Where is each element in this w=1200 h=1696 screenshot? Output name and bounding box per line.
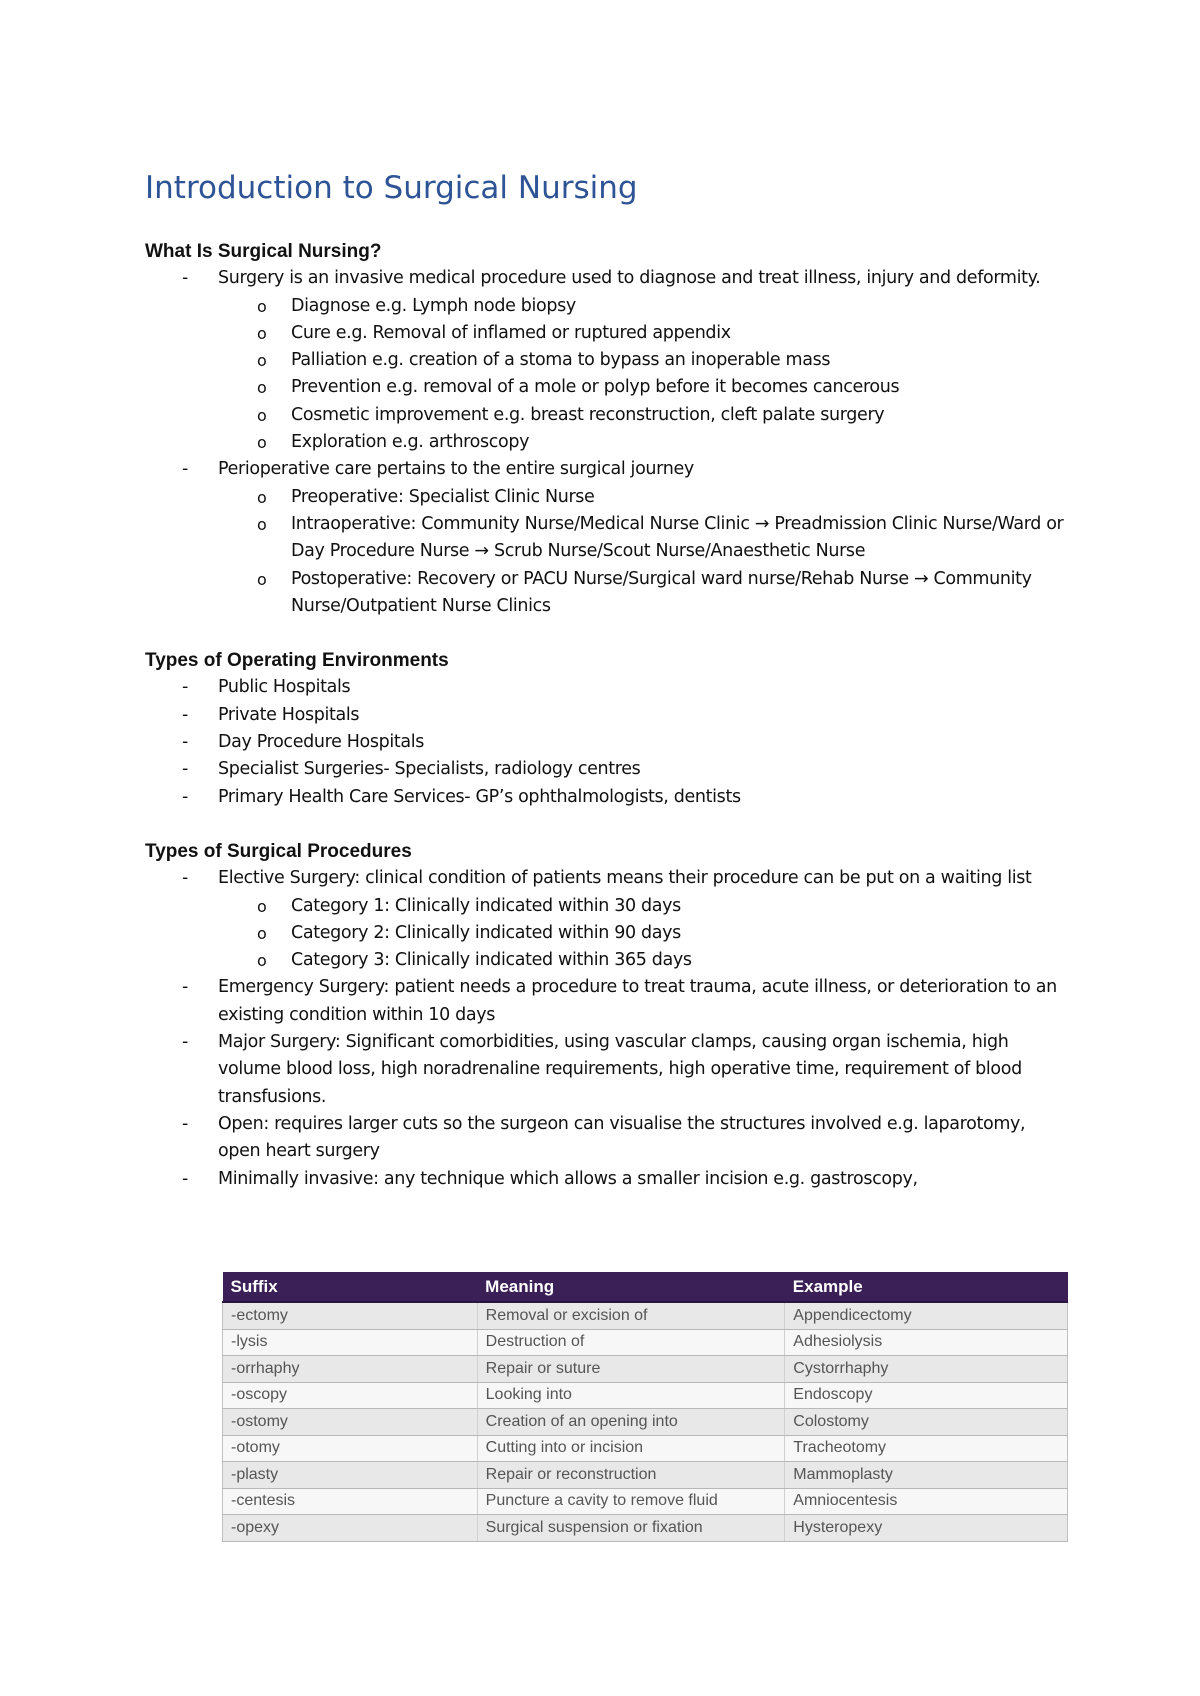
- dash-bullet-icon: -: [182, 459, 188, 480]
- column-header-meaning: Meaning: [477, 1272, 785, 1302]
- suffix-cell: -orrhaphy: [223, 1356, 478, 1383]
- table-row: [223, 1515, 1068, 1542]
- sub-list-item: [257, 893, 1065, 920]
- sub-list-item-text: Intraoperative: Community Nurse/Medical Nurse Clinic → Preadmission Clinic Nurse/Ward or Day Procedure Nurse → Scrub Nurse/Scout Nurse/Anaesthetic Nurse: [291, 513, 1064, 562]
- list-item: [182, 265, 1065, 456]
- suffix-table-figure: [222, 1272, 1068, 1542]
- sub-list-item: [257, 947, 1065, 974]
- table-row: [223, 1462, 1068, 1489]
- example-cell: Adhesiolysis: [785, 1329, 1068, 1356]
- sub-list-item-text: Diagnose e.g. Lymph node biopsy: [291, 295, 576, 316]
- dash-bullet-icon: -: [182, 786, 188, 807]
- document-body: [145, 238, 1065, 1220]
- sub-list-item-text: Exploration e.g. arthroscopy: [291, 432, 530, 453]
- list-item-text: Specialist Surgeries- Specialists, radiology centres: [218, 759, 641, 780]
- sub-list-item: [257, 402, 1065, 429]
- sub-list-item: [257, 484, 1065, 511]
- example-cell: Endoscopy: [785, 1382, 1068, 1409]
- example-cell: Amniocentesis: [785, 1488, 1068, 1515]
- bullet-list: [145, 865, 1065, 1193]
- section: [145, 647, 1065, 811]
- list-item-text: Day Procedure Hospitals: [218, 732, 425, 753]
- sub-bullet-list: [218, 293, 1065, 457]
- circle-bullet-icon: o: [257, 951, 267, 971]
- sub-list-item: [257, 320, 1065, 347]
- suffix-cell: -centesis: [223, 1488, 478, 1515]
- list-item-text: Minimally invasive: any technique which allows a smaller incision e.g. gastroscopy,: [218, 1168, 918, 1189]
- sub-list-item: [257, 566, 1065, 621]
- sub-bullet-list: [218, 893, 1065, 975]
- sub-list-item-text: Category 2: Clinically indicated within 90 days: [291, 922, 681, 943]
- dash-bullet-icon: -: [182, 1168, 188, 1189]
- suffix-cell: -plasty: [223, 1462, 478, 1489]
- list-item-text: Emergency Surgery: patient needs a procedure to treat trauma, acute illness, or deterioration to an existing condition within 10 days: [218, 977, 1057, 1025]
- sub-list-item-text: Postoperative: Recovery or PACU Nurse/Surgical ward nurse/Rehab Nurse → Community Nurse/Outpatient Nurse Clinics: [291, 568, 1032, 616]
- list-item: [182, 784, 1065, 811]
- meaning-cell: Cutting into or incision: [477, 1435, 785, 1462]
- meaning-cell: Repair or reconstruction: [477, 1462, 785, 1489]
- list-item-text: Primary Health Care Services- GP’s ophthalmologists, dentists: [218, 786, 741, 807]
- meaning-cell: Looking into: [477, 1382, 785, 1409]
- list-item-text: Elective Surgery: clinical condition of patients means their procedure can be put on a waiting list: [218, 868, 1032, 889]
- list-item-text: Major Surgery: Significant comorbidities, using vascular clamps, causing organ ischemia, high volume blood loss, high noradrenaline requirements, high operative time, requirement of blood transfusions.: [218, 1032, 1022, 1107]
- sub-list-item-text: Cosmetic improvement e.g. breast reconstruction, cleft palate surgery: [291, 404, 885, 425]
- suffix-cell: -otomy: [223, 1435, 478, 1462]
- table-row: [223, 1302, 1068, 1329]
- list-item: [182, 756, 1065, 783]
- sub-list-item: [257, 511, 1065, 566]
- example-cell: Colostomy: [785, 1409, 1068, 1436]
- dash-bullet-icon: -: [182, 704, 188, 725]
- example-cell: Tracheotomy: [785, 1435, 1068, 1462]
- sub-list-item-text: Cure e.g. Removal of inflamed or ruptured appendix: [291, 322, 731, 343]
- list-item: [182, 865, 1065, 974]
- sub-list-item: [257, 293, 1065, 320]
- dash-bullet-icon: -: [182, 868, 188, 889]
- circle-bullet-icon: o: [257, 923, 267, 943]
- dash-bullet-icon: -: [182, 268, 188, 289]
- meaning-cell: Puncture a cavity to remove fluid: [477, 1488, 785, 1515]
- sub-list-item-text: Prevention e.g. removal of a mole or polyp before it becomes cancerous: [291, 377, 900, 398]
- list-item: [182, 729, 1065, 756]
- table-row: [223, 1356, 1068, 1383]
- circle-bullet-icon: o: [257, 433, 267, 453]
- example-cell: Cystorrhaphy: [785, 1356, 1068, 1383]
- dash-bullet-icon: -: [182, 1113, 188, 1134]
- suffix-cell: -oscopy: [223, 1382, 478, 1409]
- bullet-list: [145, 674, 1065, 810]
- sub-list-item: [257, 429, 1065, 456]
- list-item: [182, 1029, 1065, 1111]
- suffix-cell: -opexy: [223, 1515, 478, 1542]
- suffix-cell: -ectomy: [223, 1302, 478, 1329]
- table-row: [223, 1409, 1068, 1436]
- circle-bullet-icon: o: [257, 487, 267, 507]
- sub-list-item: [257, 347, 1065, 374]
- circle-bullet-icon: o: [257, 351, 267, 371]
- example-cell: Mammoplasty: [785, 1462, 1068, 1489]
- circle-bullet-icon: o: [257, 514, 267, 534]
- dash-bullet-icon: -: [182, 977, 188, 998]
- section-heading: Types of Operating Environments: [145, 650, 449, 672]
- suffix-cell: -lysis: [223, 1329, 478, 1356]
- section: [145, 838, 1065, 1193]
- list-item: [182, 1166, 1065, 1193]
- meaning-cell: Removal or excision of: [477, 1302, 785, 1329]
- list-item: [182, 1111, 1065, 1166]
- list-item: [182, 456, 1065, 620]
- circle-bullet-icon: o: [257, 405, 267, 425]
- sub-list-item: [257, 920, 1065, 947]
- dash-bullet-icon: -: [182, 759, 188, 780]
- circle-bullet-icon: o: [257, 378, 267, 398]
- list-item-text: Surgery is an invasive medical procedure used to diagnose and treat illness, injury and deformity.: [218, 268, 1041, 289]
- list-item-text: Perioperative care pertains to the entire surgical journey: [218, 459, 694, 480]
- circle-bullet-icon: o: [257, 896, 267, 916]
- dash-bullet-icon: -: [182, 1032, 188, 1053]
- section-heading: Types of Surgical Procedures: [145, 840, 412, 862]
- column-header-example: Example: [785, 1272, 1068, 1302]
- sub-bullet-list: [218, 484, 1065, 620]
- list-item-text: Private Hospitals: [218, 704, 360, 725]
- table-row: [223, 1382, 1068, 1409]
- sub-list-item-text: Preoperative: Specialist Clinic Nurse: [291, 486, 595, 507]
- meaning-cell: Creation of an opening into: [477, 1409, 785, 1436]
- circle-bullet-icon: o: [257, 323, 267, 343]
- suffix-table: [222, 1272, 1068, 1542]
- list-item-text: Public Hospitals: [218, 677, 351, 698]
- circle-bullet-icon: o: [257, 569, 267, 589]
- bullet-list: [145, 265, 1065, 620]
- table-row: [223, 1488, 1068, 1515]
- sub-list-item-text: Category 3: Clinically indicated within 365 days: [291, 950, 692, 971]
- meaning-cell: Surgical suspension or fixation: [477, 1515, 785, 1542]
- circle-bullet-icon: o: [257, 296, 267, 316]
- sub-list-item-text: Palliation e.g. creation of a stoma to bypass an inoperable mass: [291, 350, 831, 371]
- list-item-text: Open: requires larger cuts so the surgeon can visualise the structures involved e.g. laparotomy, open heart surgery: [218, 1113, 1026, 1162]
- meaning-cell: Destruction of: [477, 1329, 785, 1356]
- meaning-cell: Repair or suture: [477, 1356, 785, 1383]
- table-header-row: [223, 1272, 1068, 1302]
- list-item: [182, 674, 1065, 701]
- table-row: [223, 1329, 1068, 1356]
- list-item: [182, 702, 1065, 729]
- sub-list-item-text: Category 1: Clinically indicated within 30 days: [291, 895, 681, 916]
- dash-bullet-icon: -: [182, 732, 188, 753]
- document-title: Introduction to Surgical Nursing: [145, 170, 638, 206]
- sub-list-item: [257, 374, 1065, 401]
- suffix-cell: -ostomy: [223, 1409, 478, 1436]
- example-cell: Hysteropexy: [785, 1515, 1068, 1542]
- column-header-suffix: Suffix: [223, 1272, 478, 1302]
- section: [145, 238, 1065, 620]
- example-cell: Appendicectomy: [785, 1302, 1068, 1329]
- table-row: [223, 1435, 1068, 1462]
- dash-bullet-icon: -: [182, 677, 188, 698]
- list-item: [182, 974, 1065, 1029]
- section-heading: What Is Surgical Nursing?: [145, 241, 382, 262]
